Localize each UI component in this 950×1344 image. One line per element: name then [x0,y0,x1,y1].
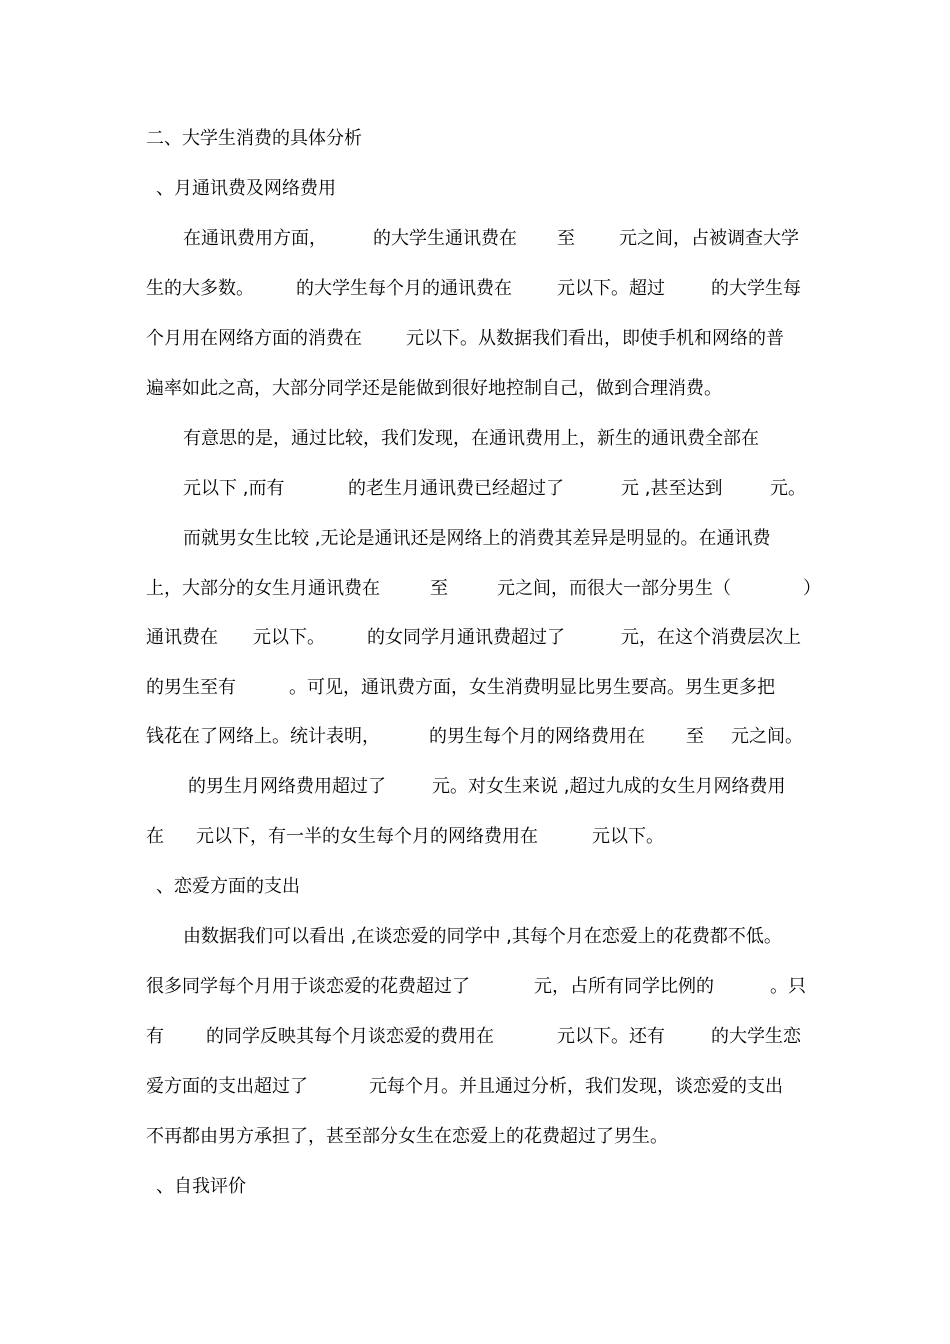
text-segment: 二、大学生消费的具体分析 [146,128,362,149]
text-segment: 至 [557,228,575,249]
text-segment: 在通讯费用方面， [183,228,327,249]
section-heading-2 [0,124,950,154]
text-segment: 元以下。 [592,826,664,847]
text-segment: 有意思的是，通过比较，我们发现，在通讯费用上，新生的通讯费全部在 [183,428,759,449]
text-segment: 元以下，有一半的女生每个月的网络费用在 [196,826,538,847]
text-segment: 的男生至有 [146,677,236,698]
text-segment: 个月用在网络方面的消费在 [146,328,362,349]
paragraph-3-line-1 [0,524,950,554]
text-segment: 的男生每个月的网络费用在 [429,726,645,747]
text-segment: 。可见，通讯费方面，女生消费明显比男生要高。男生更多把 [289,677,775,698]
text-segment: 元以下。从数据我们看出，即使手机和网络的普 [406,328,784,349]
text-segment: 元以下。还有 [557,1026,665,1047]
text-segment: 元，占所有同学比例的 [534,976,714,997]
text-segment: 的老生月通讯费已经超过了 [348,478,564,499]
text-segment: 的女同学月通讯费超过了 [367,627,565,648]
paragraph-4-line-5 [0,1122,950,1152]
text-segment: ） [803,578,821,599]
subheading-1 [0,174,950,204]
text-segment: 的同学反映其每个月谈恋爱的费用在 [206,1026,494,1047]
text-segment: 元以下。 [253,627,325,648]
text-segment: 而就男女生比较 ,无论是通讯还是网络上的消费其差异是明显的。在通讯费 [183,528,771,549]
paragraph-3-line-7 [0,822,950,852]
text-segment: 元 ,甚至达到 [621,478,723,499]
paragraph-4-line-3 [0,1022,950,1052]
text-segment: 、月通讯费及网络费用 [156,178,336,199]
paragraph-1-line-4 [0,374,950,404]
paragraph-1-line-2 [0,274,950,304]
paragraph-2-line-2 [0,474,950,504]
text-segment: 元每个月。并且通过分析，我们发现，谈恋爱的支出 [369,1076,783,1097]
paragraph-3-line-3 [0,623,950,653]
text-segment: 元。对女生来说 ,超过九成的女生月网络费用 [432,776,786,797]
paragraph-3-line-2 [0,574,950,604]
text-segment: 由数据我们可以看出 ,在谈恋爱的同学中 ,其每个月在恋爱上的花费都不低。 [183,926,782,947]
text-segment: 的大学生恋 [711,1026,801,1047]
paragraph-1-line-1 [0,224,950,254]
subheading-2 [0,872,950,902]
paragraph-3-line-6 [0,772,950,802]
text-segment: 钱花在了网络上。统计表明， [146,726,380,747]
paragraph-4-line-4 [0,1072,950,1102]
text-segment: 、自我评价 [156,1176,246,1197]
text-segment: 很多同学每个月用于谈恋爱的花费超过了 [146,976,470,997]
text-segment: 的大学生每 [711,278,801,299]
text-segment: 元，在这个消费层次上 [621,627,801,648]
paragraph-4-line-2 [0,972,950,1002]
text-segment: 至 [686,726,704,747]
paragraph-4-line-1 [0,922,950,952]
text-segment: 不再都由男方承担了，甚至部分女生在恋爱上的花费超过了男生。 [146,1126,668,1147]
text-segment: 通讯费在 [146,627,218,648]
text-segment: 有 [146,1026,164,1047]
text-segment: 上，大部分的女生月通讯费在 [146,578,380,599]
paragraph-2-line-1 [0,424,950,454]
paragraph-3-line-4 [0,673,950,703]
text-segment: 的大学生通讯费在 [373,228,517,249]
text-segment: 遍率如此之高，大部分同学还是能做到很好地控制自己，做到合理消费。 [146,378,722,399]
text-segment: 在 [146,826,164,847]
text-segment: 元以下。超过 [557,278,665,299]
text-segment: 生的大多数。 [146,278,254,299]
text-segment: 元之间。 [731,726,803,747]
paragraph-1-line-3 [0,324,950,354]
text-segment: 爱方面的支出超过了 [146,1076,308,1097]
text-segment: 元。 [770,478,806,499]
text-segment: 。只 [770,976,806,997]
text-segment: 元以下 ,而有 [183,478,285,499]
subheading-3 [0,1172,950,1202]
paragraph-3-line-5 [0,722,950,752]
text-segment: 的男生月网络费用超过了 [188,776,386,797]
text-segment: 至 [430,578,448,599]
text-segment: 的大学生每个月的通讯费在 [296,278,512,299]
text-segment: 元之间，占被调查大学 [619,228,799,249]
text-segment: 元之间，而很大一部分男生（ [497,578,731,599]
text-segment: 、恋爱方面的支出 [156,876,300,897]
